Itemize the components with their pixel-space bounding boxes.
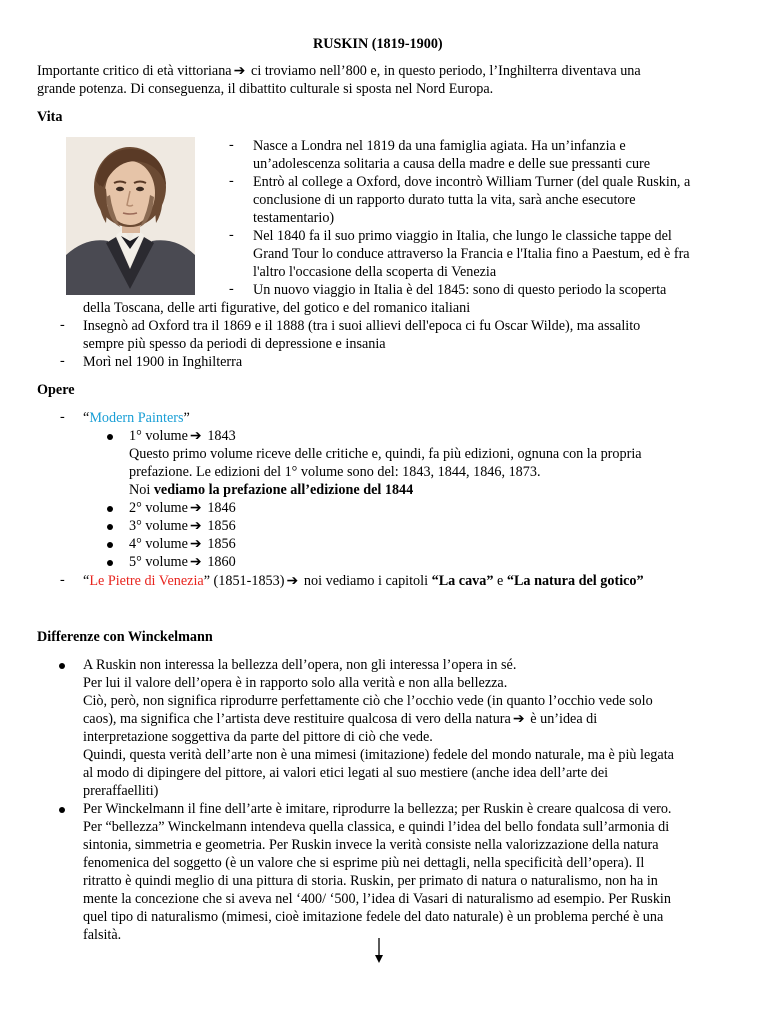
section-heading-opere: Opere: [37, 382, 75, 398]
diff-p1-line-2: Per lui il valore dell’opera è in rapporto solo alla verità e non alla bellezza.: [83, 675, 508, 691]
bullet-dash: -: [60, 409, 65, 425]
diff-text-b: è un’idea di: [526, 711, 598, 727]
volume-5: [129, 553, 236, 571]
bullet-dot: [59, 663, 65, 669]
note-3-prefix: Noi: [129, 482, 154, 498]
pietre-years: (1851-1853): [210, 573, 285, 589]
right-arrow-icon: ➔: [189, 554, 202, 570]
volume-year: 1856: [203, 536, 236, 552]
volume-label: 4° volume: [129, 536, 188, 552]
vita-item-1-line-2: un’adolescenza solitaria a causa della madre e delle sue pressanti cure: [253, 156, 651, 172]
diff-p1-line-6: Quindi, questa verità dell’arte non è una mimesi (imitazione) fedele del mondo naturale, ma è più legata: [83, 747, 674, 763]
diff-p2-line-4: fenomenica del soggetto (è un valore che si esprime più nei dettagli, nella specificità dell’opera). Il: [83, 855, 645, 871]
opera-pietre-di-venezia: “Le Pietre di Venezia” (1851-1853) ➔ noi vediamo i capitoli “La cava” e “La natura del gotico”: [83, 573, 644, 589]
diff-p2-line-5: ritratto è quindi meglio di una pittura di storia. Ruskin, per primato di natura o naturalismo, non ha in: [83, 873, 658, 889]
diff-p1-line-4: [83, 710, 597, 728]
volume-1-note-2: prefazione. Le edizioni del 1° volume sono del: 1843, 1844, 1846, 1873.: [129, 464, 541, 480]
portrait-illustration: [66, 137, 195, 295]
volume-label: 3° volume: [129, 518, 188, 534]
bullet-dash: -: [229, 137, 234, 153]
right-arrow-icon: ➔: [189, 518, 202, 534]
intro-line-1: [37, 62, 641, 80]
diff-p2-line-7: quel tipo di naturalismo (mimesi, cioè imitazione fedele del dato naturale) è un problema perché è una: [83, 909, 664, 925]
vita-item-5-line-1: Insegnò ad Oxford tra il 1869 e il 1888 (tra i suoi allievi dell'epoca ci fu Oscar Wilde), ma assalito: [83, 318, 641, 334]
vita-item-2-line-1: Entrò al college a Oxford, dove incontrò William Turner (del quale Ruskin, a: [253, 174, 691, 190]
vita-item-3-line-1: Nel 1840 fa il suo primo viaggio in Italia, che lungo le classiche tappe del: [253, 228, 672, 244]
vita-item-4-line-2: della Toscana, delle arti figurative, del gotico e del romanico italiani: [83, 300, 471, 316]
volume-year: 1856: [203, 518, 236, 534]
chapter-gotico: “La natura del gotico”: [506, 573, 644, 589]
diff-p2-line-2: Per “bellezza” Winckelmann intendeva quella classica, e quindi l’idea del bello fondata sull’armonia di: [83, 819, 670, 835]
volume-3: [129, 517, 236, 535]
bullet-dot: [107, 434, 113, 440]
right-arrow-icon: ➔: [189, 536, 202, 552]
diff-text: caos), ma significa che l’artista deve restituire qualcosa di vero della natura: [83, 711, 511, 727]
bullet-dot: [59, 807, 65, 813]
bullet-dash: -: [229, 173, 234, 189]
volume-2: [129, 499, 236, 517]
vita-item-1-line-1: Nasce a Londra nel 1819 da una famiglia agiata. Ha un’infanzia e: [253, 138, 626, 154]
volume-label: 5° volume: [129, 554, 188, 570]
volume-year: 1846: [203, 500, 236, 516]
modern-painters-link[interactable]: Modern Painters: [89, 410, 184, 426]
note-3-bold: vediamo la prefazione all’edizione del 1844: [153, 482, 414, 498]
volume-1-note-1: Questo primo volume riceve delle critiche e, quindi, fa più edizioni, ognuna con la propria: [129, 446, 642, 462]
diff-p1-line-8: preraffaelliti): [83, 783, 159, 799]
opera-modern-painters: “Modern Painters”: [83, 410, 190, 426]
volume-year: 1860: [203, 554, 236, 570]
bullet-dash: -: [60, 572, 65, 588]
vita-item-2-line-3: testamentario): [253, 210, 335, 226]
vita-item-3-line-3: l'altro l'occasione della scoperta di Venezia: [253, 264, 497, 280]
right-arrow-icon: ➔: [286, 573, 299, 589]
right-arrow-icon: ➔: [189, 428, 202, 444]
volume-4: [129, 535, 236, 553]
pietre-text: noi vediamo i capitoli: [300, 573, 432, 589]
bullet-dash: -: [229, 281, 234, 297]
intro-line-2: grande potenza. Di conseguenza, il dibattito culturale si sposta nel Nord Europa.: [37, 81, 494, 97]
vita-item-2-line-2: conclusione di un rapporto durato tutta la vita, sarà anche esecutore: [253, 192, 636, 208]
vita-item-5-line-2: sempre più spesso da periodi di depressione e insania: [83, 336, 386, 352]
pietre-di-venezia-link[interactable]: Le Pietre di Venezia: [89, 573, 204, 589]
diff-p1-line-3: Ciò, però, non significa riprodurre perfettamente ciò che l’occhio vede (in quanto l’occhio vede solo: [83, 693, 653, 709]
diff-p1-line-5: interpretazione soggettiva da parte del pittore di ciò che vede.: [83, 729, 433, 745]
volume-label: 2° volume: [129, 500, 188, 516]
diff-p2-line-6: mente la concezione che si aveva nel ‘400/ ‘500, l’idea di Vasari di naturalismo ad esempio. Per Ruskin: [83, 891, 671, 907]
diff-p2-line-3: sintonia, simmetria e geometria. Per Ruskin invece la verità consiste nella valorizzazione della natura: [83, 837, 659, 853]
diff-p2-line-8: falsità.: [83, 927, 122, 943]
vita-item-3-line-2: Grand Tour lo conduce attraverso la Francia e l'Italia fino a Paestum, ed è fra: [253, 246, 690, 262]
chapter-cava: “La cava”: [431, 573, 494, 589]
vita-item-4-line-1: Un nuovo viaggio in Italia è del 1845: sono di questo periodo la scoperta: [253, 282, 667, 298]
bullet-dot: [107, 560, 113, 566]
vita-item-6: Morì nel 1900 in Inghilterra: [83, 354, 243, 370]
bullet-dot: [107, 542, 113, 548]
conjunction: e: [493, 573, 507, 589]
right-arrow-icon: ➔: [512, 711, 525, 727]
diff-p1-line-1: A Ruskin non interessa la bellezza dell’opera, non gli interessa l’opera in sé.: [83, 657, 517, 673]
section-heading-differenze: Differenze con Winckelmann: [37, 629, 213, 645]
right-arrow-icon: ➔: [189, 500, 202, 516]
volume-1-label: 1° volume: [129, 428, 188, 444]
diff-p2-line-1: Per Winckelmann il fine dell’arte è imitare, riprodurre la bellezza; per Ruskin è creare qualcosa di vero.: [83, 801, 672, 817]
section-heading-vita: Vita: [37, 109, 63, 125]
intro-text-b: ci troviamo nell’800 e, in questo periodo, l’Inghilterra diventava una: [247, 63, 641, 79]
bullet-dot: [107, 506, 113, 512]
ruskin-portrait-image: [66, 137, 195, 295]
volume-1-note-3: [129, 481, 413, 499]
bullet-dash: -: [60, 353, 65, 369]
down-arrow-icon: [372, 938, 386, 964]
bullet-dot: [107, 524, 113, 530]
volume-1-year: 1843: [203, 428, 236, 444]
volume-1: [129, 427, 236, 445]
intro-text-a: Importante critico di età vittoriana: [37, 63, 232, 79]
bullet-dash: -: [229, 227, 234, 243]
bullet-dash: -: [60, 317, 65, 333]
diff-p1-line-7: al modo di dipingere del pittore, ai valori etici legati al suo mestiere (anche idea dell’arte dei: [83, 765, 609, 781]
page-title: RUSKIN (1819-1900): [313, 36, 443, 52]
right-arrow-icon: ➔: [233, 63, 246, 79]
